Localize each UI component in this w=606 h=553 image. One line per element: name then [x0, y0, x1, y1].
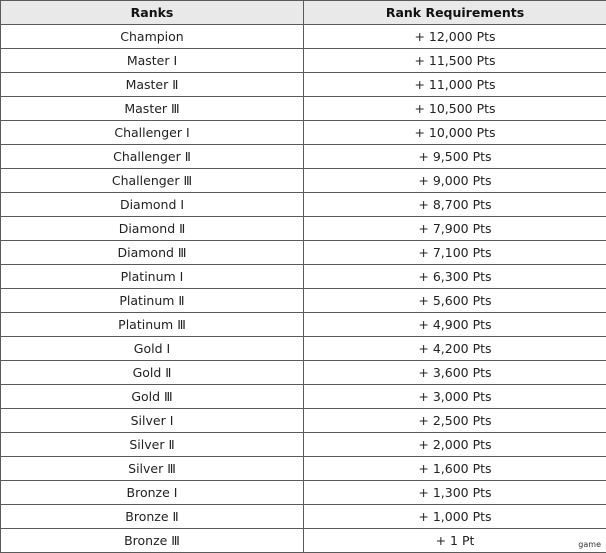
table-row [1, 97, 606, 121]
rank-name-cell: Diamond Ⅰ [1, 193, 304, 217]
rank-name-cell: Gold Ⅰ [1, 337, 304, 361]
rank-name-cell: Challenger Ⅱ [1, 145, 304, 169]
header-row [1, 1, 606, 25]
table-row [1, 265, 606, 289]
table-row [1, 289, 606, 313]
table-row [1, 505, 606, 529]
rank-requirement-cell: + 10,000 Pts [304, 121, 606, 145]
table-row [1, 481, 606, 505]
rank-requirement-cell: + 6,300 Pts [304, 265, 606, 289]
rank-requirement-cell: + 4,200 Pts [304, 337, 606, 361]
rank-name-cell: Diamond Ⅲ [1, 241, 304, 265]
rank-requirement-cell: + 3,000 Pts [304, 385, 606, 409]
rank-requirement-cell: + 12,000 Pts [304, 25, 606, 49]
table-row [1, 385, 606, 409]
rank-requirement-cell: + 1,600 Pts [304, 457, 606, 481]
rank-requirement-cell: + 1,000 Pts [304, 505, 606, 529]
table-row [1, 193, 606, 217]
header-ranks: Ranks [1, 1, 304, 25]
rank-name-cell: Gold Ⅱ [1, 361, 304, 385]
rank-name-cell: Silver Ⅱ [1, 433, 304, 457]
rank-requirement-cell: + 7,900 Pts [304, 217, 606, 241]
rank-requirement-cell: + 9,000 Pts [304, 169, 606, 193]
rank-requirement-cell: + 1,300 Pts [304, 481, 606, 505]
rank-name-cell: Diamond Ⅱ [1, 217, 304, 241]
table-row [1, 25, 606, 49]
rank-rows [1, 25, 606, 553]
rank-name-cell: Master Ⅲ [1, 97, 304, 121]
table-row [1, 529, 606, 553]
rank-name-cell: Silver Ⅰ [1, 409, 304, 433]
rank-requirement-cell: + 2,500 Pts [304, 409, 606, 433]
rank-name-cell: Master Ⅱ [1, 73, 304, 97]
rank-requirement-cell: + 11,000 Pts [304, 73, 606, 97]
table-row [1, 121, 606, 145]
rank-name-cell: Master Ⅰ [1, 49, 304, 73]
table-row [1, 409, 606, 433]
rank-requirement-cell: + 7,100 Pts [304, 241, 606, 265]
table-row [1, 361, 606, 385]
rank-name-cell: Bronze Ⅱ [1, 505, 304, 529]
rank-name-cell: Silver Ⅲ [1, 457, 304, 481]
watermark-label: game [577, 540, 602, 549]
rank-name-cell: Gold Ⅲ [1, 385, 304, 409]
rank-name-cell: Platinum Ⅱ [1, 289, 304, 313]
table-row [1, 433, 606, 457]
rank-requirement-cell: + 3,600 Pts [304, 361, 606, 385]
rank-requirement-cell: + 10,500 Pts [304, 97, 606, 121]
table-row [1, 313, 606, 337]
rank-requirement-cell: + 8,700 Pts [304, 193, 606, 217]
rank-name-cell: Bronze Ⅰ [1, 481, 304, 505]
rank-requirement-cell: + 2,000 Pts [304, 433, 606, 457]
rank-name-cell: Bronze Ⅲ [1, 529, 304, 553]
rank-name-cell: Challenger Ⅰ [1, 121, 304, 145]
rank-name-cell: Champion [1, 25, 304, 49]
table-row [1, 217, 606, 241]
rank-requirement-cell: + 5,600 Pts [304, 289, 606, 313]
table-row [1, 169, 606, 193]
table-row [1, 145, 606, 169]
rank-requirement-cell: + 11,500 Pts [304, 49, 606, 73]
rank-name-cell: Platinum Ⅲ [1, 313, 304, 337]
rank-name-cell: Challenger Ⅲ [1, 169, 304, 193]
rank-name-cell: Platinum Ⅰ [1, 265, 304, 289]
table-row [1, 241, 606, 265]
rank-requirement-cell: + 9,500 Pts [304, 145, 606, 169]
table-row [1, 337, 606, 361]
table-row [1, 73, 606, 97]
table-row [1, 457, 606, 481]
table-row [1, 49, 606, 73]
rank-requirement-cell: + 1 Pt [304, 529, 606, 553]
rank-requirement-cell: + 4,900 Pts [304, 313, 606, 337]
header-rank-requirements: Rank Requirements [304, 1, 606, 25]
